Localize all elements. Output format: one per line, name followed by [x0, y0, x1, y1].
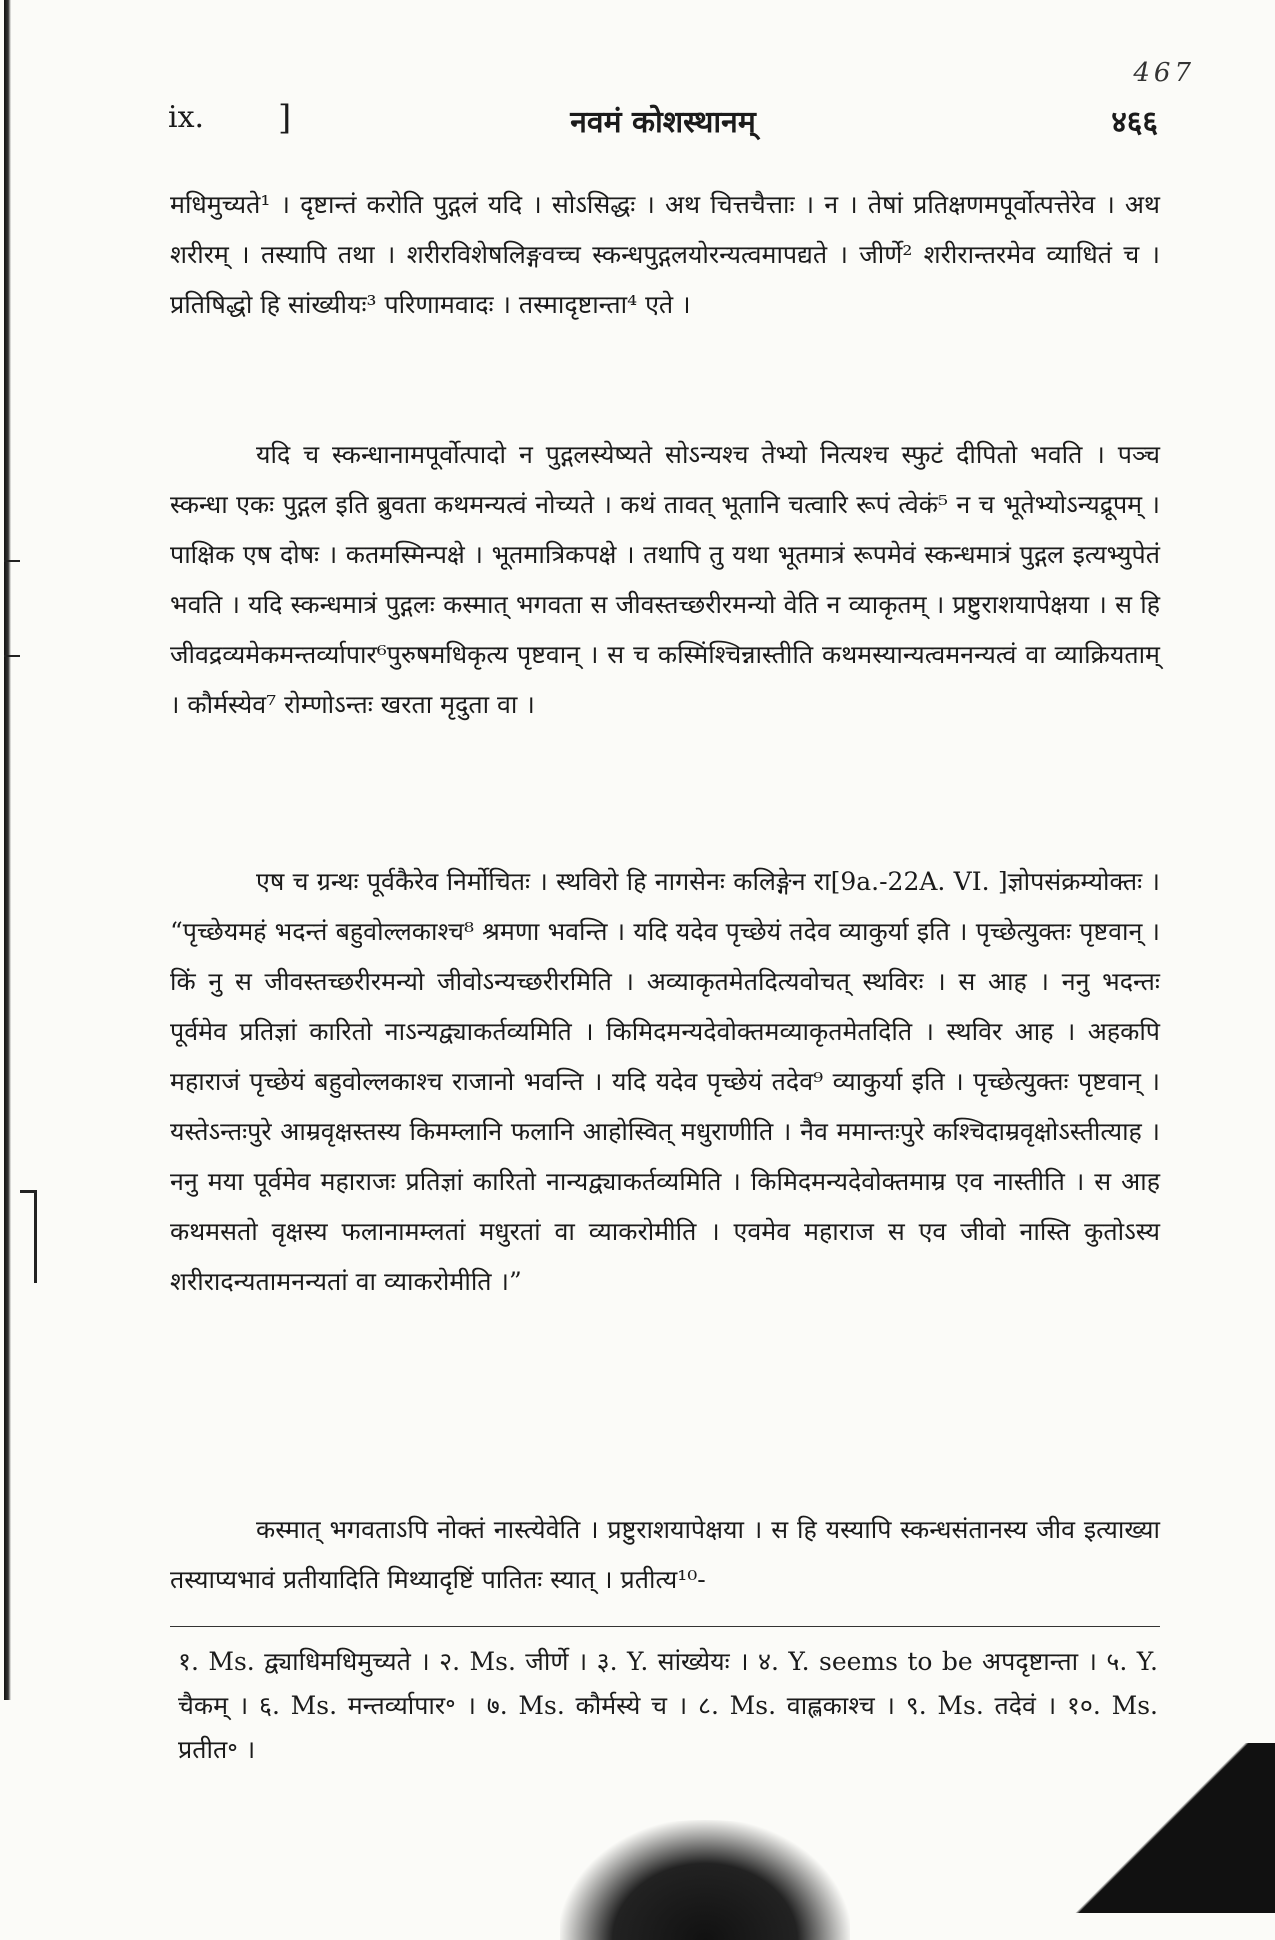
binding-mark [4, 655, 20, 657]
chapter-title: नवमं कोशस्थानम् [570, 105, 756, 140]
chapter-number: ix. [168, 100, 205, 135]
paragraph-text: मधिमुच्यते¹ । दृष्टान्तं करोति पुद्गलं यदि । सोऽसिद्धः । अथ चित्तचैत्ताः । न । तेषां प्रतिक्षणमपूर्वोत्पत्तेरेव । अथ शरीरम् । तस्यापि तथा । शरीरविशेषलिङ्गवच्च स्कन्धपुद्गलयोरन्यत्वमापद्यते । जीर्णे² शरीरान्तरमेव व्याधितं च । प्रतिषिद्धो हि सांख्यीयः³ परिणामवादः । तस्मादृष्टान्ता⁴ एते । [170, 190, 1160, 319]
paragraph [170, 1505, 1160, 1605]
scan-smudge [560, 1820, 850, 1940]
footnote-rule [170, 1626, 1160, 1627]
binding-bracket-mark [20, 1190, 37, 1283]
paragraph [170, 857, 1160, 1307]
binding-edge [4, 0, 11, 1700]
paragraph [170, 180, 1160, 330]
footnotes: १. Ms. द्व्याधिमधिमुच्यते । २. Ms. जीर्णे । ३. Y. सांख्येयः । ४. Y. seems to be अपदृष्टान्ता । ५. Y. चैकम् । ६. Ms. मन्तर्व्यापार॰ । ७. Ms. कौर्मस्ये च । ८. Ms. वाह्लकाश्च । ९. Ms. तदेवं । १०. Ms. प्रतीत॰ । [178, 1647, 1158, 1764]
handwritten-page-number: 467 [1133, 58, 1195, 88]
paragraph-text: एष च ग्रन्थः पूर्वकैरेव निर्मोचितः । स्थविरो हि नागसेनः कलिङ्गेन रा[9a.-22A. VI. ]ज्ञोपसंक्रम्योक्तः । “पृच्छेयमहं भदन्तं बहुवोल्लकाश्च⁸ श्रमणा भवन्ति । यदि यदेव पृच्छेयं तदेव व्याकुर्या इति । पृच्छेत्युक्तः पृष्टवान् । किं नु स जीवस्तच्छरीरमन्यो जीवोऽन्यच्छरीरमिति । अव्याकृतमेतदित्यवोचत् स्थविरः । स आह । ननु भदन्तः पूर्वमेव प्रतिज्ञां कारितो नाऽन्यद्व्याकर्तव्यमिति । किमिदमन्यदेवोक्तमव्याकृतमेतदिति । स्थविर आह । अहकपि महाराजं पृच्छेयं बहुवोल्लकाश्च राजानो भवन्ति । यदि यदेव पृच्छेयं तदेव⁹ व्याकुर्या इति । पृच्छेत्युक्तः पृष्टवान् । यस्तेऽन्तःपुरे आम्रवृक्षस्तस्य किमम्लानि फलानि आहोस्वित् मधुराणीति । नैव ममान्तःपुरे कश्चिदाम्रवृक्षोऽस्तीत्याह । ननु मया पूर्वमेव महाराजः प्रतिज्ञां कारितो नान्यद्व्याकर्तव्यमिति । किमिदमन्यदेवोक्तमाम्र एव नास्तीति । स आह कथमसतो वृक्षस्य फलानामम्लतां मधुरतां वा व्याकरोमीति । एवमेव महाराज स एव जीवो नास्ति कुतोऽस्य शरीरादन्यतामनन्यतां वा व्याकरोमीति ।” [170, 867, 1160, 1296]
page-number: ४६६ [1111, 105, 1158, 140]
paragraph-text: कस्मात् भगवताऽपि नोक्तं नास्त्येवेति । प्रष्टुराशयापेक्षया । स हि यस्यापि स्कन्धसंतानस्य जीव इत्याख्या तस्याप्यभावं प्रतीयादिति मिथ्यादृष्टिं पातितः स्यात् । प्रतीत्य¹⁰- [170, 1515, 1160, 1594]
paragraph-text: यदि च स्कन्धानामपूर्वोत्पादो न पुद्गलस्येष्यते सोऽन्यश्च तेभ्यो नित्यश्च स्फुटं दीपितो भवति । पञ्च स्कन्धा एकः पुद्गल इति ब्रुवता कथमन्यत्वं नोच्यते । कथं तावत् भूतानि चत्वारि रूपं त्वेकं⁵ न च भूतेभ्योऽन्यद्रूपम् । पाक्षिक एष दोषः । कतमस्मिन्पक्षे । भूतमात्रिकपक्षे । तथापि तु यथा भूतमात्रं रूपमेवं स्कन्धमात्रं पुद्गल इत्यभ्युपेतं भवति । यदि स्कन्धमात्रं पुद्गलः कस्मात् भगवता स जीवस्तच्छरीरमन्यो वेति न व्याकृतम् । प्रष्टुराशयापेक्षया । स हि जीवद्रव्यमेकमन्तर्व्यापार⁶पुरुषमधिकृत्य पृष्टवान् । स च कस्मिंश्चिन्नास्तीति कथमस्यान्यत्वमनन्यत्वं वा व्याक्रियताम् । कौर्मस्येव⁷ रोम्णोऽन्तः खरता मृदुता वा । [170, 440, 1160, 719]
binding-mark [4, 560, 20, 562]
scan-corner-shadow [1045, 1743, 1275, 1913]
paragraph [170, 430, 1160, 730]
chapter-bracket: ] [278, 98, 292, 138]
running-head [168, 100, 1158, 150]
